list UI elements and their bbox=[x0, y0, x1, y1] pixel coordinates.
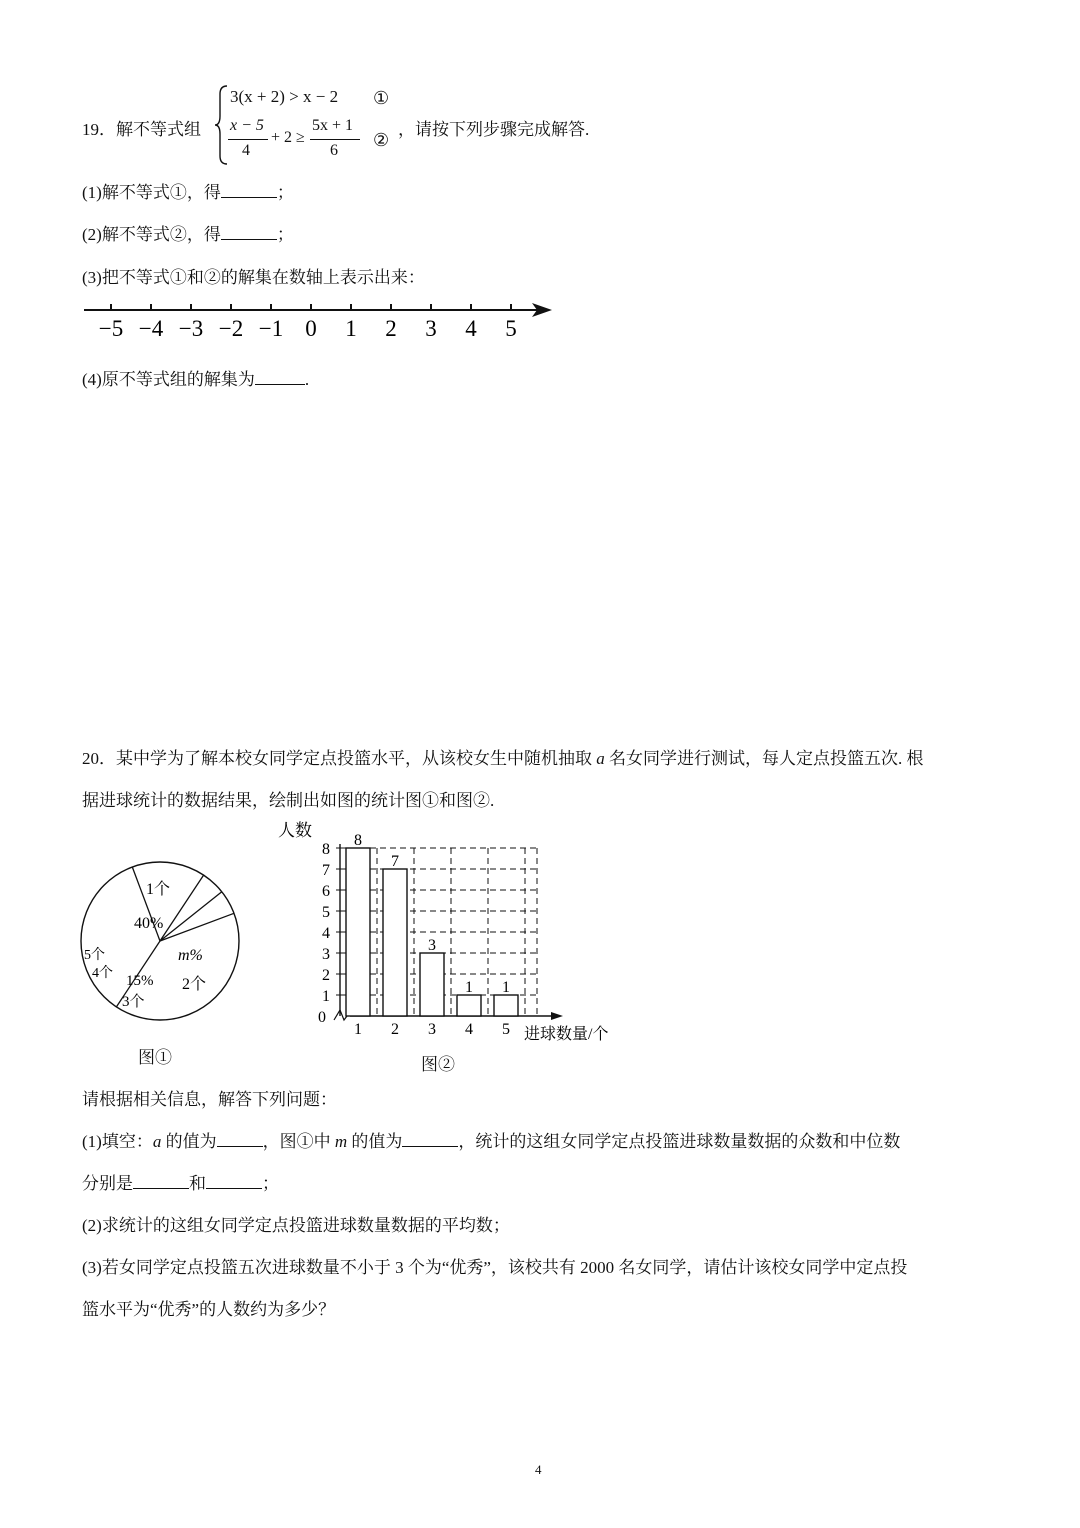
bar-chart-ylabel: 人数 bbox=[278, 821, 312, 840]
q20-part-1-line-2: 分别是 和 ； bbox=[82, 1174, 279, 1193]
var-a: a bbox=[596, 749, 605, 768]
q20-part-3-line-2: 篮水平为“优秀”的人数约为多少？ bbox=[82, 1300, 336, 1319]
answer-blank-3[interactable] bbox=[255, 368, 305, 385]
y-tick-label: 3 bbox=[322, 946, 330, 963]
pie-caption: 图① bbox=[138, 1048, 172, 1067]
answer-blank-mode[interactable] bbox=[133, 1172, 189, 1189]
page-number: 4 bbox=[535, 1462, 542, 1477]
inequality-1-expr: 3(x + 2) > x − 2 bbox=[230, 87, 339, 106]
bar-value-label: 8 bbox=[354, 832, 362, 849]
q19-intro: 解不等式组 bbox=[116, 120, 201, 139]
pie-percent-3: 15% bbox=[126, 973, 154, 989]
bar bbox=[457, 995, 481, 1016]
pie-label-4: 4个 bbox=[92, 966, 113, 981]
pie-percent-1: 40% bbox=[134, 915, 164, 932]
q19-step-1: (1)解不等式①，得 ； bbox=[82, 183, 294, 202]
x-tick-label: 5 bbox=[502, 1021, 510, 1038]
q20-line-1: 20．某中学为了解本校女同学定点投篮水平，从该校女生中随机抽取 a 名女同学进行测试，每人定点投篮五次. 根 bbox=[82, 749, 924, 768]
answer-blank-a[interactable] bbox=[217, 1130, 263, 1147]
bar bbox=[420, 953, 444, 1016]
q20-part-3-line-1: (3)若女同学定点投篮五次进球数量不小于 3 个为“优秀”，该校共有 2000 名女同学，请估计该校女同学中定点投 bbox=[82, 1258, 908, 1277]
pie-slice-boundary bbox=[160, 892, 222, 941]
bar-value-label: 1 bbox=[465, 979, 473, 996]
inequality-1-mark: ① bbox=[373, 88, 390, 108]
bar-value-label: 1 bbox=[502, 979, 510, 996]
x-axis-arrow bbox=[551, 1012, 563, 1020]
bar bbox=[383, 869, 407, 1016]
y-tick-label: 0 bbox=[318, 1009, 326, 1026]
pie-chart bbox=[78, 838, 248, 1028]
number-line-label: 1 bbox=[345, 316, 357, 341]
y-tick-label: 5 bbox=[322, 904, 330, 921]
bar-chart-caption: 图② bbox=[421, 1055, 455, 1074]
y-tick-label: 7 bbox=[322, 862, 330, 879]
answer-blank-1[interactable] bbox=[221, 181, 277, 198]
q20-part-1: (1)填空：a 的值为 ，图①中 m 的值为 ，统计的这组女同学定点投篮进球数量数据的众数和中位数 bbox=[82, 1132, 901, 1151]
answer-blank-median[interactable] bbox=[206, 1172, 262, 1189]
x-tick-label: 3 bbox=[428, 1021, 436, 1038]
number-line-label: −5 bbox=[98, 316, 124, 341]
q19-step-2: (2)解不等式②，得 ； bbox=[82, 225, 294, 244]
bar-chart bbox=[270, 815, 640, 1047]
x-tick-label: 1 bbox=[354, 1021, 362, 1038]
fraction-2-denominator: 6 bbox=[330, 142, 338, 159]
q20-part-2: (2)求统计的这组女同学定点投篮进球数量数据的平均数； bbox=[82, 1216, 510, 1235]
pie-label-3: 3个 bbox=[122, 994, 145, 1010]
bar bbox=[494, 995, 518, 1016]
fraction-2-numerator: 5x + 1 bbox=[312, 117, 354, 134]
number-line-label: −4 bbox=[138, 316, 164, 341]
y-tick-label: 8 bbox=[322, 841, 330, 858]
pie-label-5: 5个 bbox=[84, 948, 105, 963]
q19-header bbox=[82, 115, 201, 140]
answer-blank-2[interactable] bbox=[221, 223, 277, 240]
bar-chart-xlabel: 进球数量/个 bbox=[524, 1026, 609, 1043]
x-tick-label: 2 bbox=[391, 1021, 399, 1038]
q20-prompt: 请根据相关信息，解答下列问题： bbox=[82, 1090, 337, 1109]
inequality-2 bbox=[228, 117, 368, 165]
pie-label-2: 2个 bbox=[182, 976, 207, 993]
fraction-1-denominator: 4 bbox=[242, 142, 250, 159]
y-tick-label: 2 bbox=[322, 967, 330, 984]
fraction-2-bar bbox=[310, 139, 360, 140]
number-line bbox=[80, 298, 560, 344]
q19-number: 19． bbox=[82, 120, 116, 139]
inequality-2-middle: + 2 ≥ bbox=[271, 129, 305, 146]
number-line-label: −2 bbox=[218, 316, 244, 341]
number-line-label: 5 bbox=[505, 316, 517, 341]
inequality-2-mark: ② bbox=[373, 130, 390, 150]
bar-value-label: 7 bbox=[391, 853, 399, 870]
number-line-label: 2 bbox=[385, 316, 397, 341]
inequality-1 bbox=[230, 87, 338, 107]
answer-blank-m[interactable] bbox=[402, 1130, 458, 1147]
number-line-label: 4 bbox=[465, 316, 477, 341]
pie-label-1: 1个 bbox=[146, 881, 171, 898]
number-line-label: −3 bbox=[178, 316, 204, 341]
y-tick-label: 4 bbox=[322, 925, 330, 942]
number-line-label: −1 bbox=[258, 316, 284, 341]
q19-step-4: (4)原不等式组的解集为 . bbox=[82, 370, 310, 389]
fraction-1-bar bbox=[228, 139, 268, 140]
q19-tail: ，请按下列步骤完成解答. bbox=[398, 120, 590, 139]
y-tick-label: 1 bbox=[322, 988, 330, 1005]
bar-value-label: 3 bbox=[428, 937, 436, 954]
q20-line-2: 据进球统计的数据结果，绘制出如图的统计图①和图②. bbox=[82, 791, 495, 810]
fraction-1-numerator: x − 5 bbox=[230, 117, 264, 134]
pie-slice-boundary bbox=[160, 913, 234, 941]
bar bbox=[346, 848, 370, 1016]
x-tick-label: 4 bbox=[465, 1021, 473, 1038]
number-line-label: 3 bbox=[425, 316, 437, 341]
y-tick-label: 6 bbox=[322, 883, 330, 900]
q19-step-3: (3)把不等式①和②的解集在数轴上表示出来： bbox=[82, 268, 425, 287]
number-line-label: 0 bbox=[305, 316, 317, 341]
pie-percent-2: m% bbox=[178, 947, 203, 964]
